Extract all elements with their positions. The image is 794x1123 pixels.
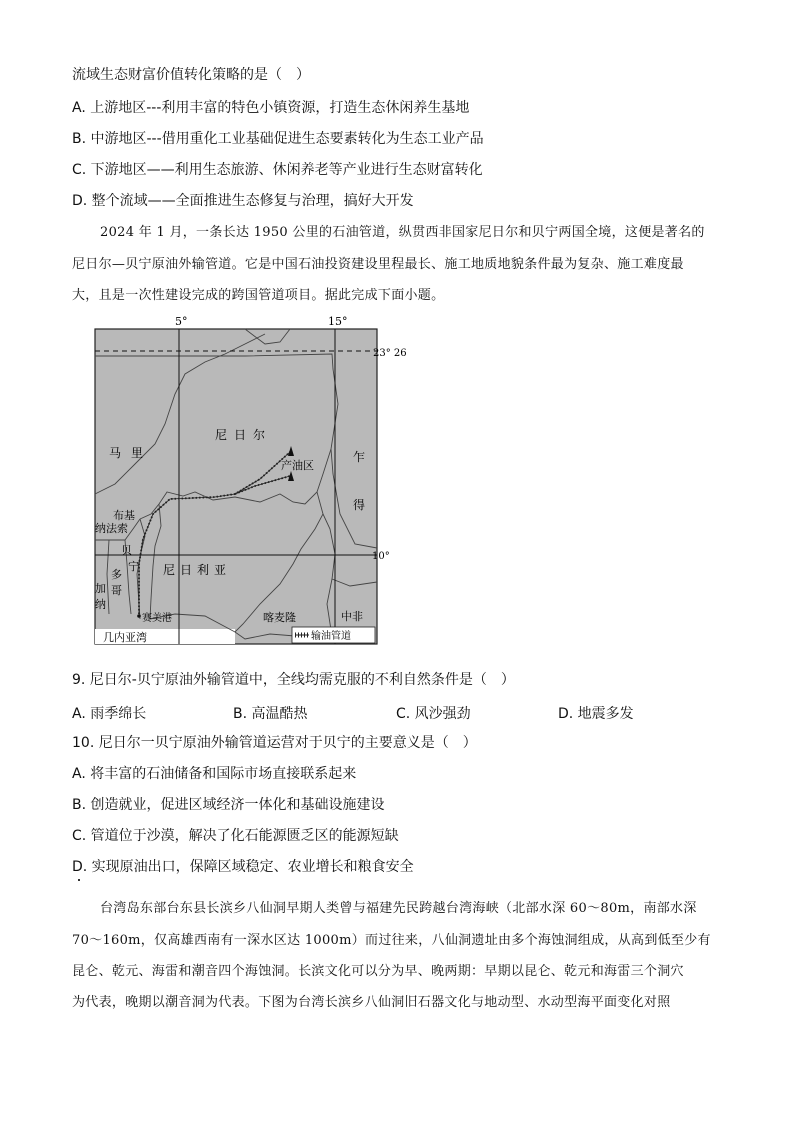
question-9-option-b: B. 高温酷热 — [233, 706, 308, 722]
port-marker — [137, 614, 141, 618]
label-ghana-2: 纳 — [95, 598, 106, 611]
question-10-option-b: B. 创造就业，促进区域经济一体化和基础设施建设 — [72, 797, 385, 813]
question-9-option-d: D. 地震多发 — [558, 706, 634, 722]
label-nigeria: 尼日利亚 — [163, 563, 232, 577]
passage-1-line-2: 尼日尔—贝宁原油外输管道。它是中国石油投资建设里程最长、施工地质地貌条件最为复杂、施工难度最 — [72, 257, 684, 272]
label-chad-1: 乍 — [353, 450, 366, 464]
label-car: 中非 — [341, 610, 363, 623]
label-gulf-of-guinea: 几内亚湾 — [103, 631, 147, 644]
question-8-option-b: B. 中游地区---借用重化工业基础促进生态要素转化为生态工业产品 — [72, 131, 484, 147]
label-togo-1: 多 — [111, 568, 122, 581]
label-lon-5: 5° — [175, 315, 188, 328]
question-10-stem: 10. 尼日尔一贝宁原油外输管道运营对于贝宁的主要意义是（ ） — [72, 735, 477, 751]
question-8-stem: 流域生态财富价值转化策略的是（ ） — [72, 67, 310, 83]
question-8-option-d: D. 整个流域——全面推进生态修复与治理，搞好大开发 — [72, 193, 414, 209]
label-lat-tropic: 23° 26 — [373, 348, 407, 359]
label-ghana-1: 加 — [95, 582, 106, 595]
label-burkina-2: 纳法索 — [95, 522, 128, 535]
passage-1-line-1: 2024 年 1 月，一条长达 1950 公里的石油管道，纵贯西非国家尼日尔和贝宁两国全境，这便是著名的 — [100, 225, 705, 240]
passage-1-line-3: 大，且是一次性建设完成的跨国管道项目。据此完成下面小题。 — [72, 288, 445, 303]
question-9-option-a: A. 雨季绵长 — [72, 706, 147, 722]
passage-2-line-1: 台湾岛东部台东县长滨乡八仙洞早期人类曾与福建先民跨越台湾海峡（北部水深 60～80m，南部水深 — [100, 901, 697, 916]
passage-2-line-3: 昆仑、乾元、海雷和潮音四个海蚀洞。长滨文化可以分为早、晚两期：早期以昆仑、乾元和海雷三个洞穴 — [72, 964, 684, 979]
label-lon-15: 15° — [328, 315, 348, 328]
pipeline-map — [95, 314, 407, 644]
label-benin-1: 贝 — [121, 544, 132, 557]
label-oil-field: 产油区 — [281, 459, 314, 472]
question-9-option-c: C. 风沙强劲 — [396, 706, 471, 722]
question-10-option-d: D. 实现原油出口，保障区域稳定、农业增长和粮食安全 — [72, 859, 414, 875]
stray-dot — [78, 879, 80, 881]
label-togo-2: 哥 — [111, 584, 122, 597]
label-burkina-1: 布基 — [113, 509, 135, 522]
label-benin-2: 宁 — [128, 560, 139, 573]
question-10-option-c: C. 管道位于沙漠，解决了化石能源匮乏区的能源短缺 — [72, 828, 399, 844]
label-cameroon: 喀麦隆 — [263, 611, 296, 624]
label-port: 赛美港 — [142, 613, 172, 624]
passage-2-line-2: 70～160m，仅高雄西南有一深水区达 1000m）而过往来，八仙洞遗址由多个海蚀洞组成，从高到低至少有 — [72, 933, 711, 948]
label-niger: 尼日尔 — [215, 428, 273, 442]
question-8-option-c: C. 下游地区——利用生态旅游、休闲养老等产业进行生态财富转化 — [72, 162, 483, 178]
label-chad-2: 得 — [353, 498, 366, 512]
question-9-stem: 9. 尼日尔-贝宁原油外输管道中，全线均需克服的不利自然条件是（ ） — [72, 672, 515, 688]
legend-pipeline-label: 输油管道 — [311, 631, 351, 642]
label-lat-10: 10° — [372, 551, 390, 562]
question-10-option-a: A. 将丰富的石油储备和国际市场直接联系起来 — [72, 766, 357, 782]
passage-2-line-4: 为代表，晚期以潮音洞为代表。下图为台湾长滨乡八仙洞旧石器文化与地动型、水动型海平面变化对照 — [72, 995, 671, 1010]
label-mali: 马里 — [109, 446, 154, 460]
question-8-option-a: A. 上游地区---利用丰富的特色小镇资源，打造生态休闲养生基地 — [72, 100, 470, 116]
